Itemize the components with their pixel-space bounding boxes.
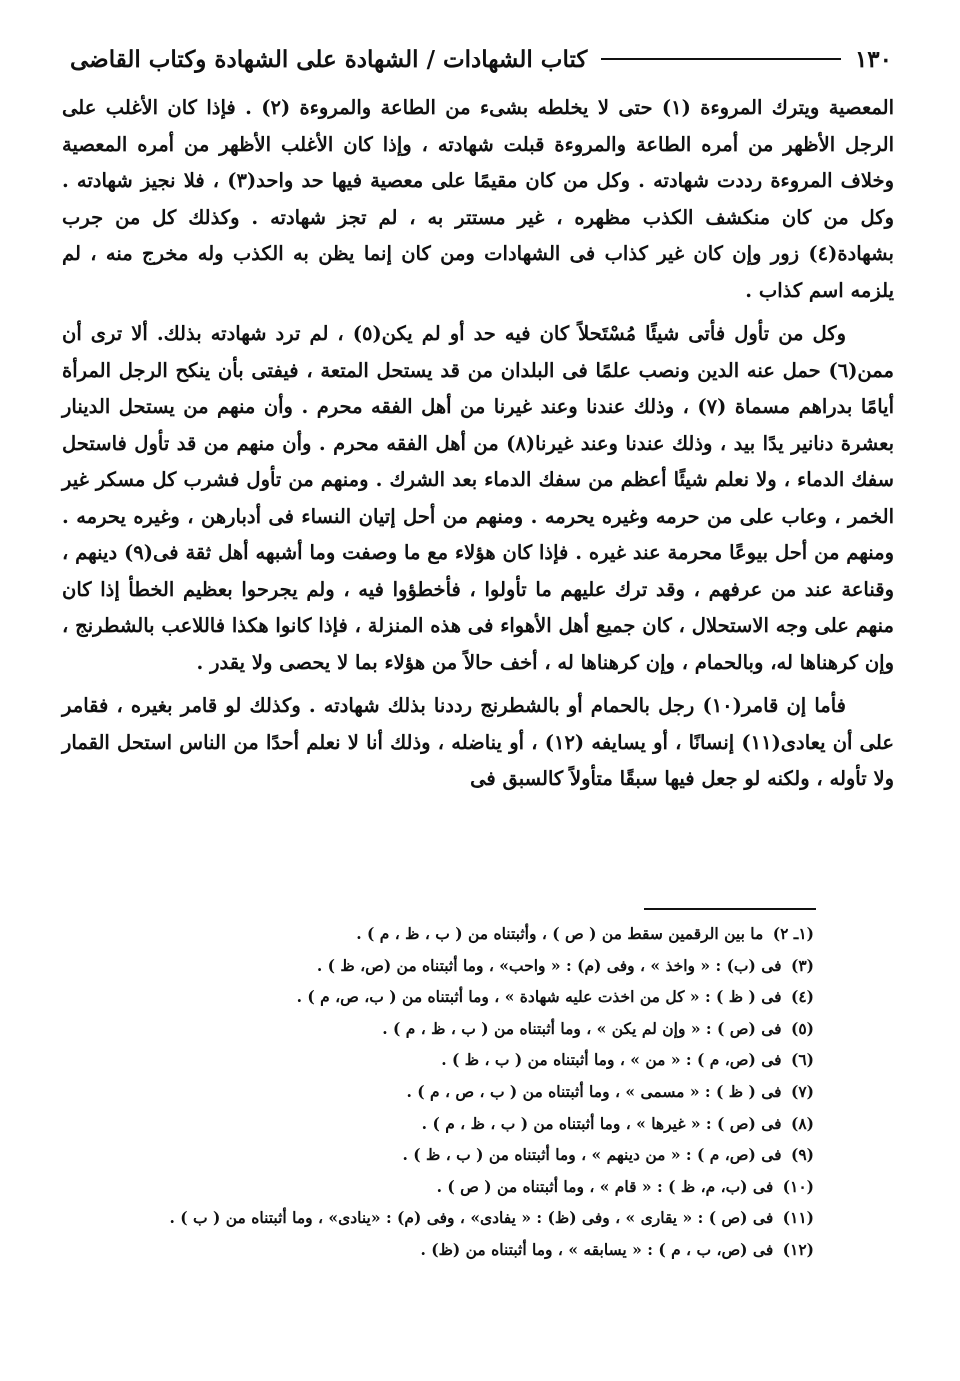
footnote-text: فى (ب، م، ظ ) : « قام » ، وما أثبتناه من ( ص ) . — [436, 1176, 774, 1196]
footnote — [114, 981, 814, 1013]
running-title: كتاب الشهادات / الشهادة على الشهادة وكتاب القاضى — [70, 45, 588, 73]
footnote — [114, 1234, 814, 1266]
footnote-number: (٣) — [790, 955, 814, 975]
footnote-text: فى (ص، م ) : « من دينهم » ، وما أثبتناه من ( ب ، ظ ) . — [402, 1145, 782, 1165]
footnote-number: (١٢) — [782, 1239, 814, 1259]
footnote-number: (٨) — [790, 1113, 814, 1133]
footnote-separator — [644, 908, 816, 910]
footnote-text: ما بين الرقمين سقط من ( ص ) ، وأثبتناه من ( ب ، ظ ، م ) . — [356, 924, 764, 943]
footnote-number: (٧) — [790, 1081, 814, 1101]
page-header — [70, 38, 892, 80]
footnote-number: (٥) — [790, 1018, 814, 1038]
footnote-number: (١١) — [782, 1208, 814, 1228]
header-rule — [601, 58, 841, 60]
footnote — [114, 1013, 814, 1045]
footnote-number: (٤) — [790, 987, 814, 1007]
footnote-number: (١ـ ٢) — [772, 924, 814, 943]
footnote — [114, 950, 814, 982]
footnote — [114, 1044, 814, 1076]
footnote-text: فى (ص ) : « وإن لم يكن » ، وما أثبتناه من ( ب ، ظ ، م ) . — [382, 1018, 782, 1038]
footnote — [114, 1171, 814, 1203]
paragraph-1: المعصية ويترك المروءة (١) حتى لا يخلطه بشىء من الطاعة والمروءة (٢) . فإذا كان الأغلب على الرجل الأظهر من أمره الطاعة والمروءة قبلت شهادته ، وإذا كان الأغلب الأظهر من أمره المعصية وخلاف المروءة رددت شهادته . وكل من كان مقيمًا على معصية فيها حد واحد(٣) ، فلا نجيز شهادته . وكل من كان منكشف الكذب مظهره ، غير مستتر به ، لم تجز شهادته . وكذلك كل من جرب بشهادة(٤) زور وإن كان غير كذاب فى الشهادات ومن كان إنما يظن به الكذب وله مخرج منه ، لم يلزمه اسم كذاب . — [62, 96, 895, 302]
paragraph-2: وكل من تأول فأتى شيئًا مُسْتَحلاً كان فيه حد أو لم يكن(٥) ، لم ترد شهادته بذلك. ألا ترى أن ممن(٦) حمل عنه الدين ونصب علمًا فى البلدان من قد يستحل المتعة ، فيفتى بأن ينكح الرجل المرأة أيامًا بدراهم مسماة (٧) ، وذلك عندنا وعند غيرنا من أهل الفقه محرم . وأن منهم من يستحل الدينار بعشرة دنانير يدًا بيد ، وذلك عندنا وعند غيرنا(٨) من أهل الفقه محرم . وأن منهم من قد تأول فاستحل سفك الدماء ، ولا نعلم شيئًا أعظم من سفك الدماء بعد الشرك . ومنهم من تأول فشرب كل مسكر غير الخمر ، وعاب على من حرمه وغيره يحرمه . ومنهم من أحل إتيان النساء فى أدبارهن ، وغيره يحرمه . ومنهم من أحل بيوعًا محرمة عند غيره . فإذا كان هؤلاء مع ما وصفت وما أشبهه أهل ثقة فى(٩) دينهم ، وقناعة عند من عرفهم ، وقد ترك عليهم ما تأولوا ، فأخطؤوا فيه ، ولم يجرحوا بعظيم الخطأ إذا كان منهم على وجه الاستحلال ، كان جميع أهل الأهواء فى هذه المنزلة ، فإذا كانوا هكذا فاللاعب بالشطرنج ، وإن كرهناها له، وبالحمام ، وإن كرهناها له ، أخف حالاً من هؤلاء بما لا يحصى ولا يقدر . — [62, 322, 895, 674]
footnote — [114, 1202, 814, 1234]
footnote — [114, 1076, 814, 1108]
paragraph-3: فأما إن قامر(١٠) رجل بالحمام أو بالشطرنج رددنا بذلك شهادته . وكذلك لو قامر بغيره ، فقامر على أن يعادى(١١) إنسانًا ، أو يسايفه (١٢) ، أو يناضله ، وذلك أنا لا نعلم أحدًا من الناس استحل القمار ولا تأوله ، ولكنه لو جعل فيها سبقًا متأولاً كالسبق فى — [62, 694, 895, 790]
footnote — [114, 1139, 814, 1171]
footnote — [114, 1108, 814, 1140]
footnote-number: (٩) — [790, 1145, 814, 1165]
footnote-text: فى (ص ) : « يقارى » ، وفى (ظ) : « يفادى» ، وفى (م) : «ينادى» ، وما أثبتناه من ( ب ) . — [169, 1208, 774, 1228]
footnotes — [114, 918, 814, 1266]
footnote-number: (٦) — [790, 1050, 814, 1070]
footnote — [114, 918, 814, 950]
footnote-text: فى ( ظ ) : « كل من اخذت عليه شهادة » ، وما أثبتناه من ( ب، ص، م ) . — [296, 987, 782, 1007]
footnote-text: فى (ص، ب ، م ) : « يسابقه » ، وما أثبتناه من (ظ) . — [420, 1239, 774, 1259]
footnote-text: فى (ص ) : « غيرها » ، وما أثبتناه من ( ب ، ظ ، م ) . — [421, 1113, 782, 1133]
footnote-number: (١٠) — [782, 1176, 814, 1196]
main-text — [62, 90, 894, 805]
footnote-text: فى ( ظ ) : « مسمى » ، وما أثبتناه من ( ب ، ص ، م ) . — [406, 1081, 782, 1101]
page-number: ١٣٠ — [854, 45, 892, 73]
footnote-text: فى (ب) : « واخذ » ، وفى (م) : « واحب» ، وما أثبتناه من (ص، ظ ) . — [316, 955, 782, 975]
footnote-text: فى (ص، م ) : « من » ، وما أثبتناه من ( ب ، ظ ) . — [441, 1050, 782, 1070]
